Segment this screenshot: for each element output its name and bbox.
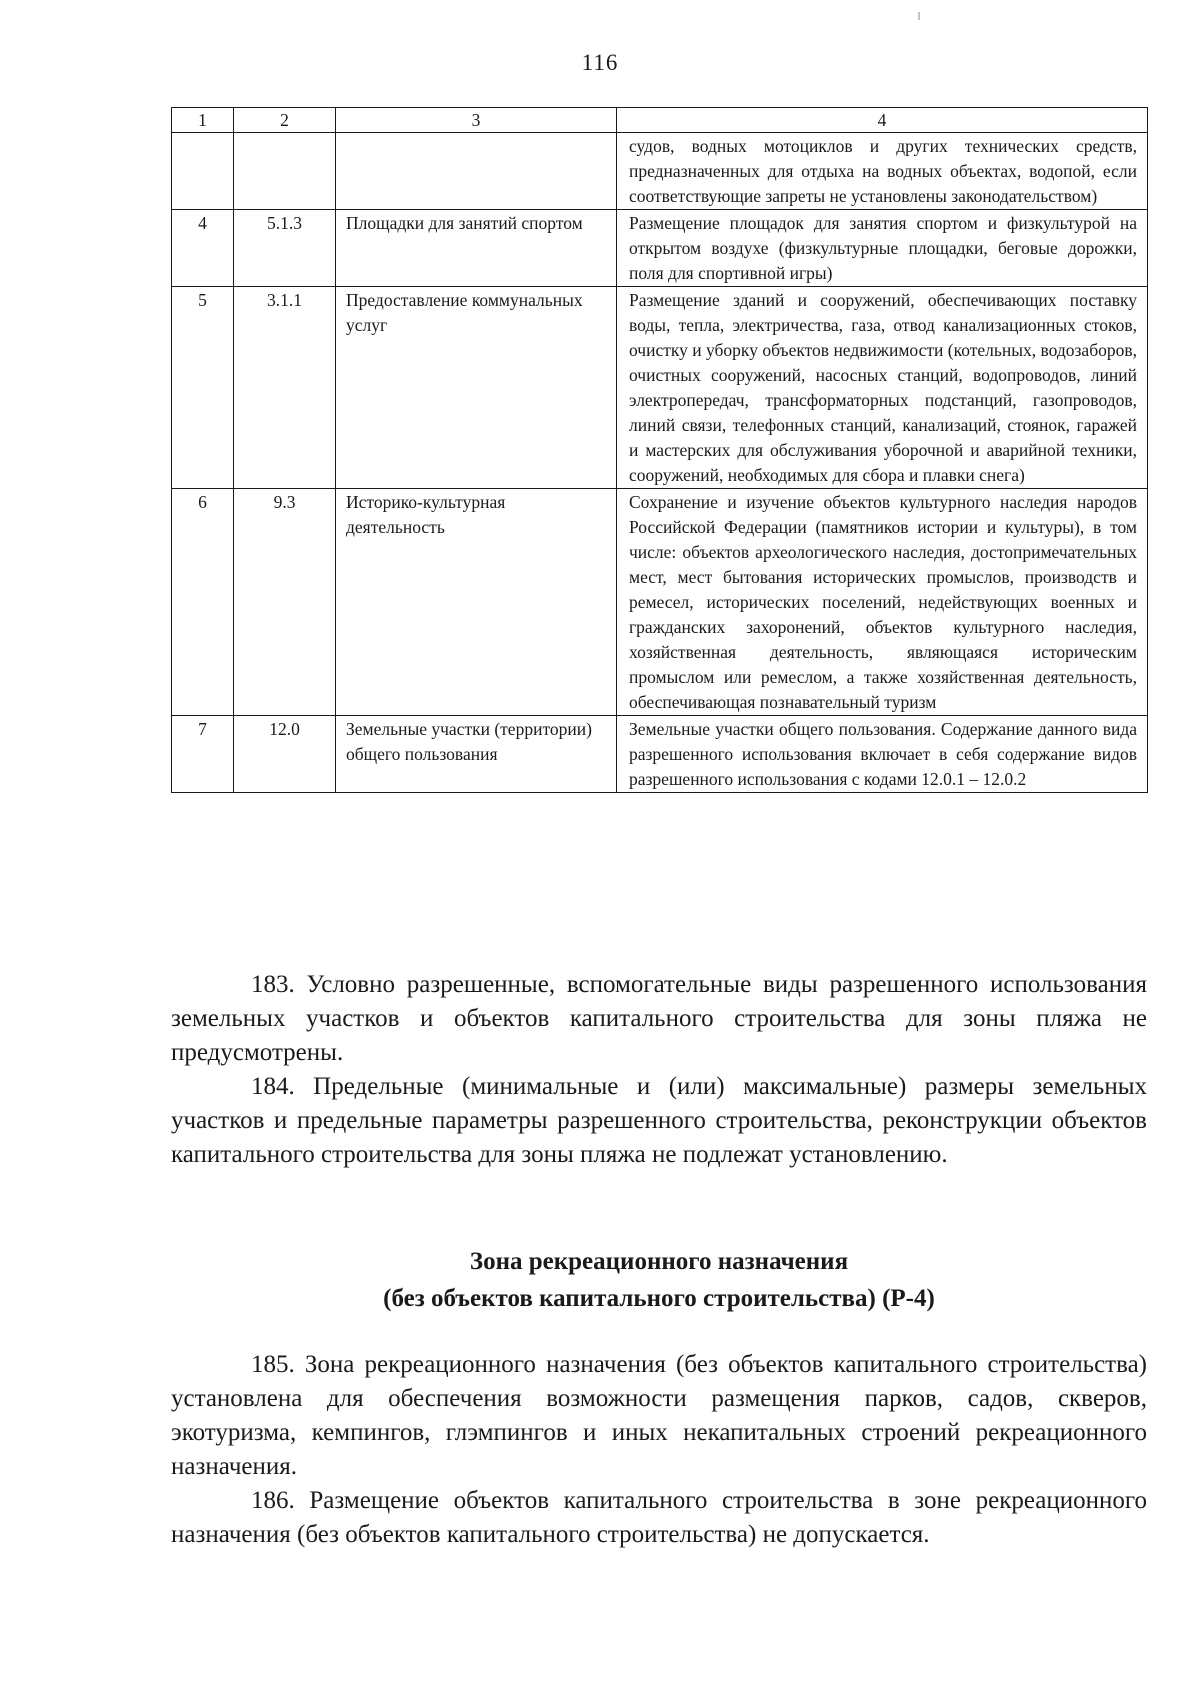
paragraphs-top [171,968,1147,1172]
cell-number: 5 [172,287,234,489]
cell-description: Земельные участки общего пользования. Содержание данного вида разрешенного использования включает в себя содержание видов разрешенного использования с кодами 12.0.1 – 12.0.2 [617,716,1148,793]
cell-code: 5.1.3 [234,210,336,287]
paragraph-186: 186. Размещение объектов капитального строительства в зоне рекреационного назначения (без объектов капитального строительства) не допускается. [171,1487,1147,1548]
cell-name: Площадки для занятий спортом [336,210,617,287]
cell-code: 3.1.1 [234,287,336,489]
table-row [172,489,1148,716]
cell-description: Размещение площадок для занятия спортом и физкультурой на открытом воздухе (физкультурные площадки, беговые дорожки, поля для спортивной игры) [617,210,1148,287]
cell-number: 7 [172,716,234,793]
table-row [172,716,1148,793]
cell-code: 12.0 [234,716,336,793]
section-heading [171,1243,1147,1317]
section-heading-line-1: Зона рекреационного назначения [469,1248,849,1275]
section-heading-line-2: (без объектов капитального строительства) (Р-4) [383,1285,935,1312]
cell-description: Сохранение и изучение объектов культурного наследия народов Российской Федерации (памятников истории и культуры), в том числе: объектов археологического наследия, достопримечательных мест, мест бытования исторических промыслов, производств и ремесел, исторических поселений, недействующих военных и гражданских захоронений, объектов культурного наследия, хозяйственная деятельность, являющаяся историческим промыслом или ремеслом, а также хозяйственная деятельность, обеспечивающая познавательный туризм [617,489,1148,716]
cell-name: Предоставление коммунальных услуг [336,287,617,489]
cell-name: Историко-культурная деятельность [336,489,617,716]
table-row [172,210,1148,287]
paragraph-184: 184. Предельные (минимальные и (или) максимальные) размеры земельных участков и предельные параметры разрешенного строительства, реконструкции объектов капитального строительства для зоны пляжа не подлежат установлению. [171,1073,1147,1168]
cell-number: 4 [172,210,234,287]
cell-number: 6 [172,489,234,716]
scan-speck [918,12,920,20]
column-header-number: 1 [172,108,234,133]
cell-name: Земельные участки (территории) общего пользования [336,716,617,793]
cell-code [234,133,336,210]
cell-code: 9.3 [234,489,336,716]
table-row-continuation [172,133,1148,210]
paragraph-185: 185. Зона рекреационного назначения (без объектов капитального строительства) установлена для обеспечения возможности размещения парков, садов, скверов, экотуризма, кемпингов, глэмпингов и иных некапитальных строений рекреационного назначения. [171,1351,1147,1480]
table-row [172,287,1148,489]
cell-name [336,133,617,210]
cell-number [172,133,234,210]
column-header-description: 4 [617,108,1148,133]
column-header-code: 2 [234,108,336,133]
table-header-row [172,108,1148,133]
cell-description: Размещение зданий и сооружений, обеспечивающих поставку воды, тепла, электричества, газа, отвод канализационных стоков, очистку и уборку объектов недвижимости (котельных, водозаборов, очистных сооружений, насосных станций, водопроводов, линий электропередач, трансформаторных подстанций, газопроводов, линий связи, телефонных станций, канализаций, стоянок, гаражей и мастерских для обслуживания уборочной и аварийной техники, сооружений, необходимых для сбора и плавки снега) [617,287,1148,489]
column-header-name: 3 [336,108,617,133]
land-use-table [171,107,1148,793]
paragraph-183: 183. Условно разрешенные, вспомогательные виды разрешенного использования земельных участков и объектов капитального строительства для зоны пляжа не предусмотрены. [171,971,1147,1066]
page-number: 116 [581,50,619,75]
paragraphs-bottom [171,1348,1147,1552]
cell-description: судов, водных мотоциклов и других технических средств, предназначенных для отдыха на водных объектах, водопой, если соответствующие запреты не установлены законодательством) [617,133,1148,210]
